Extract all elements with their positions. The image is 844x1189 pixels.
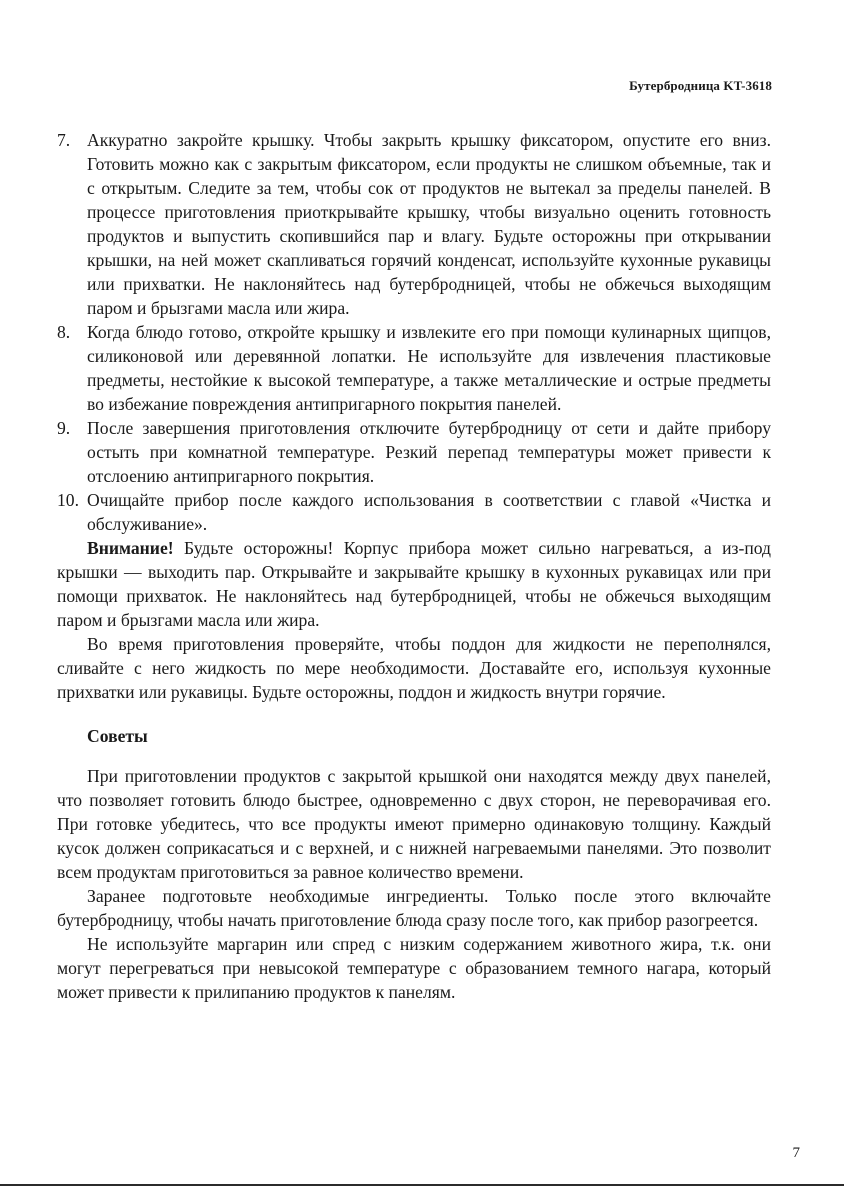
bottom-divider [0,1184,844,1186]
warning-text: Будьте осторожны! Корпус прибора может сильно нагреваться, а из-под крышки — выходить пар. Открывайте и закрывайте крышку в кухонных рукавицах или при помощи прихваток. Не наклоняйтесь над бутербродницей, чтобы не обжечься выходящим паром и брызгами масла или жира. [57,538,771,630]
step-text: После завершения приготовления отключите бутербродницу от сети и дайте прибору остыть при комнатной температуре. Резкий перепад температуры может привести к отслоению антипригарного покрытия. [87,418,771,486]
running-header: Бутербродница KT-3618 [629,78,772,93]
tips-paragraph: При приготовлении продуктов с закрытой крышкой они находятся между двух панелей, что позволяет готовить блюдо быстрее, одновременно с двух сторон, не переворачивая его. При готовке убедитесь, что все продукты имеют примерно одинаковую толщину. Каждый кусок должен соприкасаться и с верхней, и с нижней нагреваемыми панелями. Это позволит всем продуктам приготовиться за равное количество времени. [57,766,771,882]
step-number: 8. [57,322,71,342]
step-item-10 [57,488,771,536]
step-item-7 [57,128,771,320]
step-text: Аккуратно закройте крышку. Чтобы закрыть крышку фиксатором, опустите его вниз. Готовить можно как с закрытым фиксатором, если продукты не слишком объемные, так и с открытым. Следите за тем, чтобы сок от продуктов не вытекал за пределы панелей. В процессе приготовления приоткрывайте крышку, чтобы визуально оценить готовность продуктов и выпустить скопившийся пар и влагу. Будьте осторожны при открывании крышки, на ней может скапливаться горячий конденсат, используйте кухонные рукавицы или прихватки. Не наклоняйтесь над бутербродницей, чтобы не обжечься выходящим паром и брызгами масла или жира. [87,130,771,318]
tips-heading: Советы [87,726,148,746]
warning-label: Внимание! [87,538,174,558]
step-item-9 [57,416,771,488]
tray-note-paragraph: Во время приготовления проверяйте, чтобы поддон для жидкости не переполнялся, сливайте с него жидкость по мере необходимости. Доставайте его, используя кухонные прихватки или рукавицы. Будьте осторожны, поддон и жидкость внутри горячие. [57,634,771,702]
step-number: 10. [57,490,79,510]
tips-paragraph: Заранее подготовьте необходимые ингредиенты. Только после этого включайте бутербродницу, чтобы начать приготовление блюда сразу после того, как прибор разогреется. [57,886,771,930]
tips-paragraph: Не используйте маргарин или спред с низким содержанием животного жира, т.к. они могут перегреваться при невысокой температуре с образованием темного нагара, который может привести к прилипанию продуктов к панелям. [57,934,771,1002]
step-text: Очищайте прибор после каждого использования в соответствии с главой «Чистка и обслуживание». [87,490,771,534]
page-number: 7 [792,1145,800,1161]
step-number: 9. [57,418,71,438]
warning-paragraph [57,536,771,632]
step-item-8 [57,320,771,416]
step-number: 7. [57,130,71,150]
page-content [57,128,771,1004]
step-text: Когда блюдо готово, откройте крышку и извлеките его при помощи кулинарных щипцов, силиконовой или деревянной лопатки. Не используйте для извлечения пластиковые предметы, нестойкие к высокой температуре, а также металлические и острые предметы во избежание повреждения антипригарного покрытия панелей. [87,322,771,414]
instruction-steps [57,128,771,536]
